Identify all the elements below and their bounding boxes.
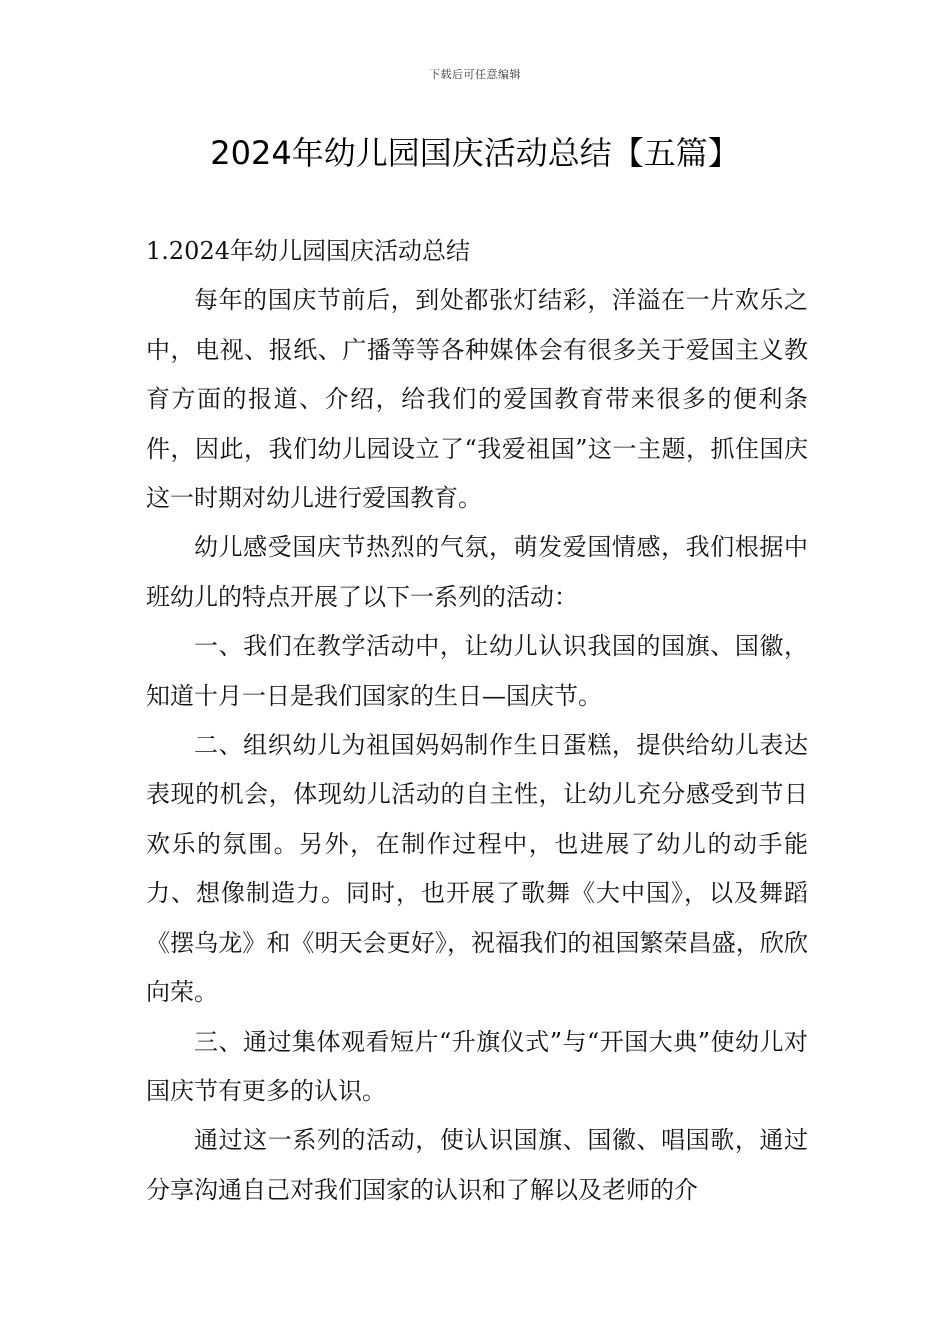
section-heading: 1.2024年幼儿园国庆活动总结 — [146, 237, 470, 265]
paragraph: 每年的国庆节前后，到处都张灯结彩，洋溢在一片欢乐之中，电视、报纸、广播等等各种媒体会有很多关于爱国主义教育方面的报道、介绍，给我们的爱国教育带来很多的便利条件，因此，我们幼儿园设立了“我爱祖国”这一主题，抓住国庆这一时期对幼儿进行爱国教育。 — [146, 286, 808, 513]
paragraph: 二、组织幼儿为祖国妈妈制作生日蛋糕，提供给幼儿表达表现的机会，体现幼儿活动的自主性，让幼儿充分感受到节日欢乐的氛围。另外，在制作过程中，也进展了幼儿的动手能力、想像制造力。同时，也开展了歌舞《大中国》，以及舞蹈《摆乌龙》和《明天会更好》，祝福我们的祖国繁荣昌盛，欣欣向荣。 — [146, 731, 808, 1007]
paragraph: 三、通过集体观看短片“升旗仪式”与“开国大典”使幼儿对国庆节有更多的认识。 — [146, 1027, 808, 1105]
paragraph: 幼儿感受国庆节热烈的气氛，萌发爱国情感，我们根据中班幼儿的特点开展了以下一系列的活动： — [146, 533, 808, 611]
header-note: 下载后可任意编辑 — [429, 68, 521, 81]
paragraph: 通过这一系列的活动，使认识国旗、国徽、唱国歌，通过分享沟通自己对我们国家的认识和了解以及老师的介 — [146, 1126, 808, 1204]
document-title: 2024年幼儿园国庆活动总结【五篇】 — [210, 134, 740, 172]
document-body — [146, 227, 808, 1215]
paragraph: 一、我们在教学活动中，让幼儿认识我国的国旗、国徽，知道十月一日是我们国家的生日—国庆节。 — [146, 632, 808, 710]
